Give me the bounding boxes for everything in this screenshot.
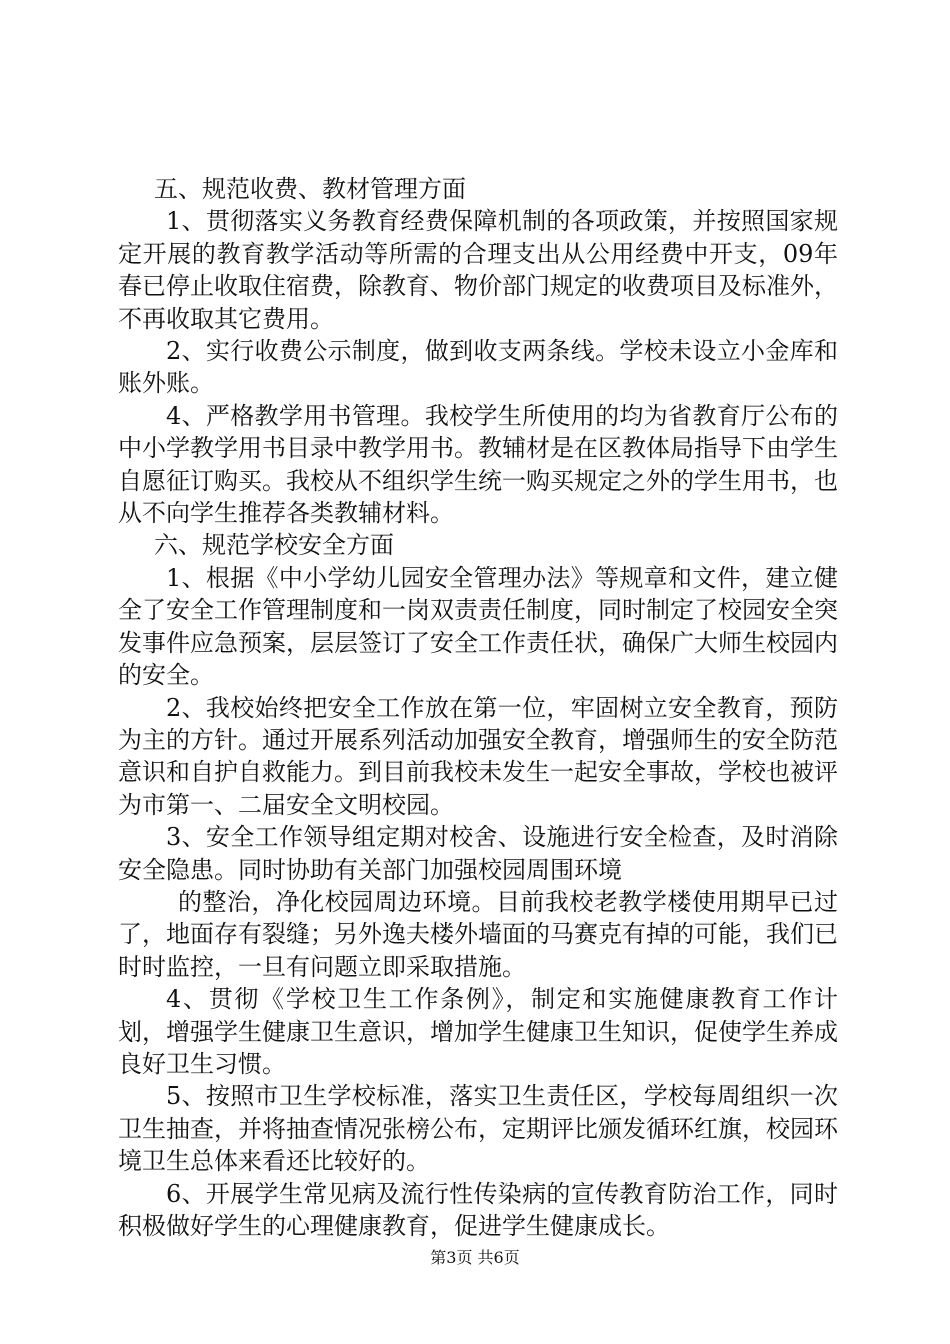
paragraph: 3、安全工作领导组定期对校舍、设施进行安全检查，及时消除安全隐患。同时协助有关部门加强校园周围环境 <box>118 823 838 884</box>
paragraph: 4、贯彻《学校卫生工作条例》，制定和实施健康教育工作计划，增强学生健康卫生意识，增加学生健康卫生知识，促使学生养成良好卫生习惯。 <box>118 985 838 1078</box>
section-heading-safety: 六、规范学校安全方面 <box>154 531 394 560</box>
page-number-footer: 第3页 共6页 <box>430 1248 520 1267</box>
paragraph: 1、根据《中小学幼儿园安全管理办法》等规章和文件，建立健全了安全工作管理制度和一岗双责责任制度，同时制定了校园安全突发事件应急预案，层层签订了安全工作责任状，确保广大师生校园内的安全。 <box>118 563 838 690</box>
paragraph: 1、贯彻落实义务教育经费保障机制的各项政策，并按照国家规定开展的教育教学活动等所需的合理支出从公用经费中开支，09年春已停止收取住宿费，除教育、物价部门规定的收费项目及标准外，不再收取其它费用。 <box>118 207 838 333</box>
paragraph: 2、实行收费公示制度，做到收支两条线。学校未设立小金库和账外账。 <box>118 337 838 398</box>
paragraph-continuation: 的整治，净化校园周边环境。目前我校老教学楼使用期早已过了，地面存有裂缝；另外逸夫楼外墙面的马赛克有掉的可能，我们已时时监控，一旦有问题立即采取措施。 <box>118 887 838 981</box>
paragraph: 6、开展学生常见病及流行性传染病的宣传教育防治工作，同时积极做好学生的心理健康教育，促进学生健康成长。 <box>118 1179 838 1240</box>
section-heading-fees: 五、规范收费、教材管理方面 <box>154 175 466 203</box>
paragraph: 5、按照市卫生学校标准，落实卫生责任区，学校每周组织一次卫生抽查，并将抽查情况张榜公布，定期评比颁发循环红旗，校园环境卫生总体来看还比较好的。 <box>118 1082 838 1176</box>
paragraph: 2、我校始终把安全工作放在第一位，牢固树立安全教育，预防为主的方针。通过开展系列活动加强安全教育，增强师生的安全防范意识和自护自救能力。到目前我校未发生一起安全事故，学校也被评为市第一、二届安全文明校园。 <box>118 693 838 819</box>
document-body <box>118 173 838 1242</box>
paragraph: 4、严格教学用书管理。我校学生所使用的均为省教育厅公布的中小学教学用书目录中教学用书。教辅材是在区教体局指导下由学生自愿征订购买。我校从不组织学生统一购买规定之外的学生用书，也从不向学生推荐各类教辅材料。 <box>118 401 838 528</box>
